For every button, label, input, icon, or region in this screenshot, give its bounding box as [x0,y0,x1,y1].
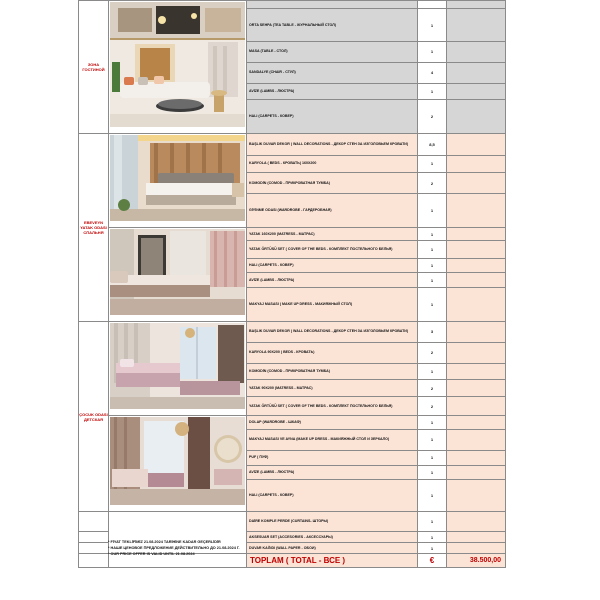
note-tr: * FİYAT TEKLİFİMİZ 21.08.2024 TARİHİNE KADAR GEÇERLİDİR [108,540,221,544]
item-label: YATAK 90X200 (MATRESS - МАТРАС) [247,380,418,397]
item-price [447,62,506,83]
table-row [79,322,506,343]
item-label: GİYİNME ODASI (WARDROBE - ГАРДЕРОБНАЯ) [247,194,418,228]
item-qty: 1 [418,532,447,543]
item-label: YATAK ÖRTÜSÜ SET ( COVER OF THE BEDS - КОМПЛЕКТ ПОСТЕЛЬНОГО БЕЛЬЯ) [247,241,418,259]
item-label: ORTA SEHPA (TEA TABLE - ЖУРНАЛЬНЫЙ СТОЛ) [247,9,418,41]
item-price [447,273,506,287]
item-price [447,1,506,9]
item-label: DUVAR KAĞIDI (WALL PAPER - ОБОИ) [247,543,418,554]
item-qty [418,1,447,9]
furniture-table [78,0,506,568]
item-qty: 1 [418,287,447,321]
item-price [447,342,506,363]
item-price [447,241,506,259]
note-en: * OUR PRICE OFFER IS VALID UNTIL 21.08.2024 [108,552,195,556]
total-currency: € [418,554,447,568]
living-room-image [110,2,245,127]
kids-room-photo-2 [109,416,247,512]
item-qty: 2 [418,397,447,416]
room-label-empty [79,532,109,543]
item-price [447,363,506,380]
table-row [79,512,506,532]
item-price [447,83,506,100]
item-qty: 1 [418,512,447,532]
item-price [447,194,506,228]
item-qty: 4 [418,62,447,83]
item-qty: 1 [418,273,447,287]
table-row [79,416,506,430]
item-qty: 1 [418,465,447,480]
item-qty: 1 [418,363,447,380]
item-qty: 2 [418,342,447,363]
total-amount: 38.500,00 [447,554,506,568]
table-row [79,228,506,241]
item-price [447,465,506,480]
item-price [447,380,506,397]
bedroom-photo-1 [109,134,247,228]
item-label: KARYOLA ( BEDS - КРОВАТЬ) 160X200 [247,155,418,172]
item-qty: 1 [418,9,447,41]
validity-notes [108,539,408,557]
item-price [447,416,506,430]
item-qty: 1 [418,228,447,241]
item-label: AVİZE (LAMBS - ЛЮСТРА) [247,465,418,480]
item-qty: 2 [418,172,447,194]
item-price [447,259,506,273]
item-qty: 8,5 [418,134,447,156]
room-label: ÇOCUK ODASI ДЕТСКАЯ [79,322,109,512]
item-qty: 1 [418,259,447,273]
item-price [447,228,506,241]
item-label: KARYOLA 90X200 ( BEDS - КРОВАТЬ) [247,342,418,363]
table-row [79,1,506,9]
item-qty: 1 [418,480,447,512]
item-price [447,397,506,416]
item-qty: 1 [418,155,447,172]
living-room-photo [109,1,247,134]
item-price [447,429,506,450]
item-price [447,41,506,62]
item-label: KOMODİN (COMOD - ПРИКРОВАТНАЯ ТУМБА) [247,172,418,194]
kids-room-image [110,323,245,409]
item-price [447,512,506,532]
item-qty: 3 [418,322,447,343]
item-price [447,322,506,343]
item-label: DAİRE KOMPLE PERDE (CURTAINS- ШТОРЫ) [247,512,418,532]
item-label: BAŞLIK DUVAR DEKOR ( WALL DECORATIONS - ДЕКОР СТЕН ЗА ИЗГОЛОВЬЕМ КРОВАТИ) [247,322,418,343]
item-qty: 1 [418,41,447,62]
item-qty: 2 [418,380,447,397]
total-label: TOPLAM ( TOTAL - ВСЕ ) [247,554,418,568]
item-price [447,155,506,172]
item-label: SANDALYE (CHAIR - СТУЛ) [247,62,418,83]
kids-room-photo-1 [109,322,247,416]
room-label: EBEVEYN YATAK ODASI СПАЛЬНЯ [79,134,109,322]
item-label: BAŞLIK DUVAR DEKOR ( WALL DECORATIONS - ДЕКОР СТЕН ЗА ИЗГОЛОВЬЕМ КРОВАТИ) [247,134,418,156]
item-label: AKSESUAR SET (ACCESORIES - АКСЕССУАРЫ) [247,532,418,543]
item-qty: 1 [418,241,447,259]
item-label: MAKYAJ MASASI ( MAKE UP DRESS - МАКИЯЖНЫЙ СТОЛ) [247,287,418,321]
item-price [447,9,506,41]
item-label: YATAK 160X200 (MATRESS - МАТРАС) [247,228,418,241]
item-qty: 1 [418,83,447,100]
item-label: HALI (CARPETS - КОВЕР) [247,259,418,273]
item-label: MASA (TABLE - СТОЛ) [247,41,418,62]
item-price [447,100,506,134]
item-price [447,287,506,321]
item-label: KOMODİN (COMOD - ПРИКРОВАТНАЯ ТУМБА) [247,363,418,380]
kids-room-image [110,417,245,505]
item-label: AVİZE (LAMBS - ЛЮСТРА) [247,83,418,100]
item-price [447,134,506,156]
room-label-empty [79,543,109,554]
item-qty: 1 [418,429,447,450]
item-price [447,450,506,465]
item-qty: 2 [418,100,447,134]
item-qty: 1 [418,194,447,228]
item-price [447,532,506,543]
item-label [247,1,418,9]
item-label: YATAK ÖRTÜSÜ SET ( COVER OF THE BEDS - КОМПЛЕКТ ПОСТЕЛЬНОГО БЕЛЬЯ) [247,397,418,416]
item-label: PUF ( ПУФ) [247,450,418,465]
item-price [447,480,506,512]
item-price [447,172,506,194]
item-label: HALI (CARPETS - КОВЕР) [247,100,418,134]
item-qty: 1 [418,416,447,430]
item-label: AVİZE (LAMBS - ЛЮСТРА) [247,273,418,287]
item-label: HALI (CARPETS - КОВЕР) [247,480,418,512]
note-ru: * НАШЕ ЦЕНОВОЕ ПРЕДЛОЖЕНИЕ ДЕЙСТВИТЕЛЬНО ДО 21.08.2024 Г. [108,546,240,550]
item-price [447,543,506,554]
item-qty: 1 [418,450,447,465]
table-row [79,134,506,156]
item-qty: 1 [418,543,447,554]
item-label: DOLAP (WARDROBE - ШКАФ) [247,416,418,430]
bedroom-photo-2 [109,228,247,322]
item-label: MAKYAJ MASASI VE AYNA (MAKE UP DRESS - МАКИЯЖНЫЙ СТОЛ И ЗЕРКАЛО) [247,429,418,450]
total-spacer [79,554,109,568]
bedroom-image [110,229,245,315]
room-label: ЗОНА ГОСТИНОЙ [79,1,109,134]
room-label [79,512,109,532]
bedroom-image [110,135,245,221]
